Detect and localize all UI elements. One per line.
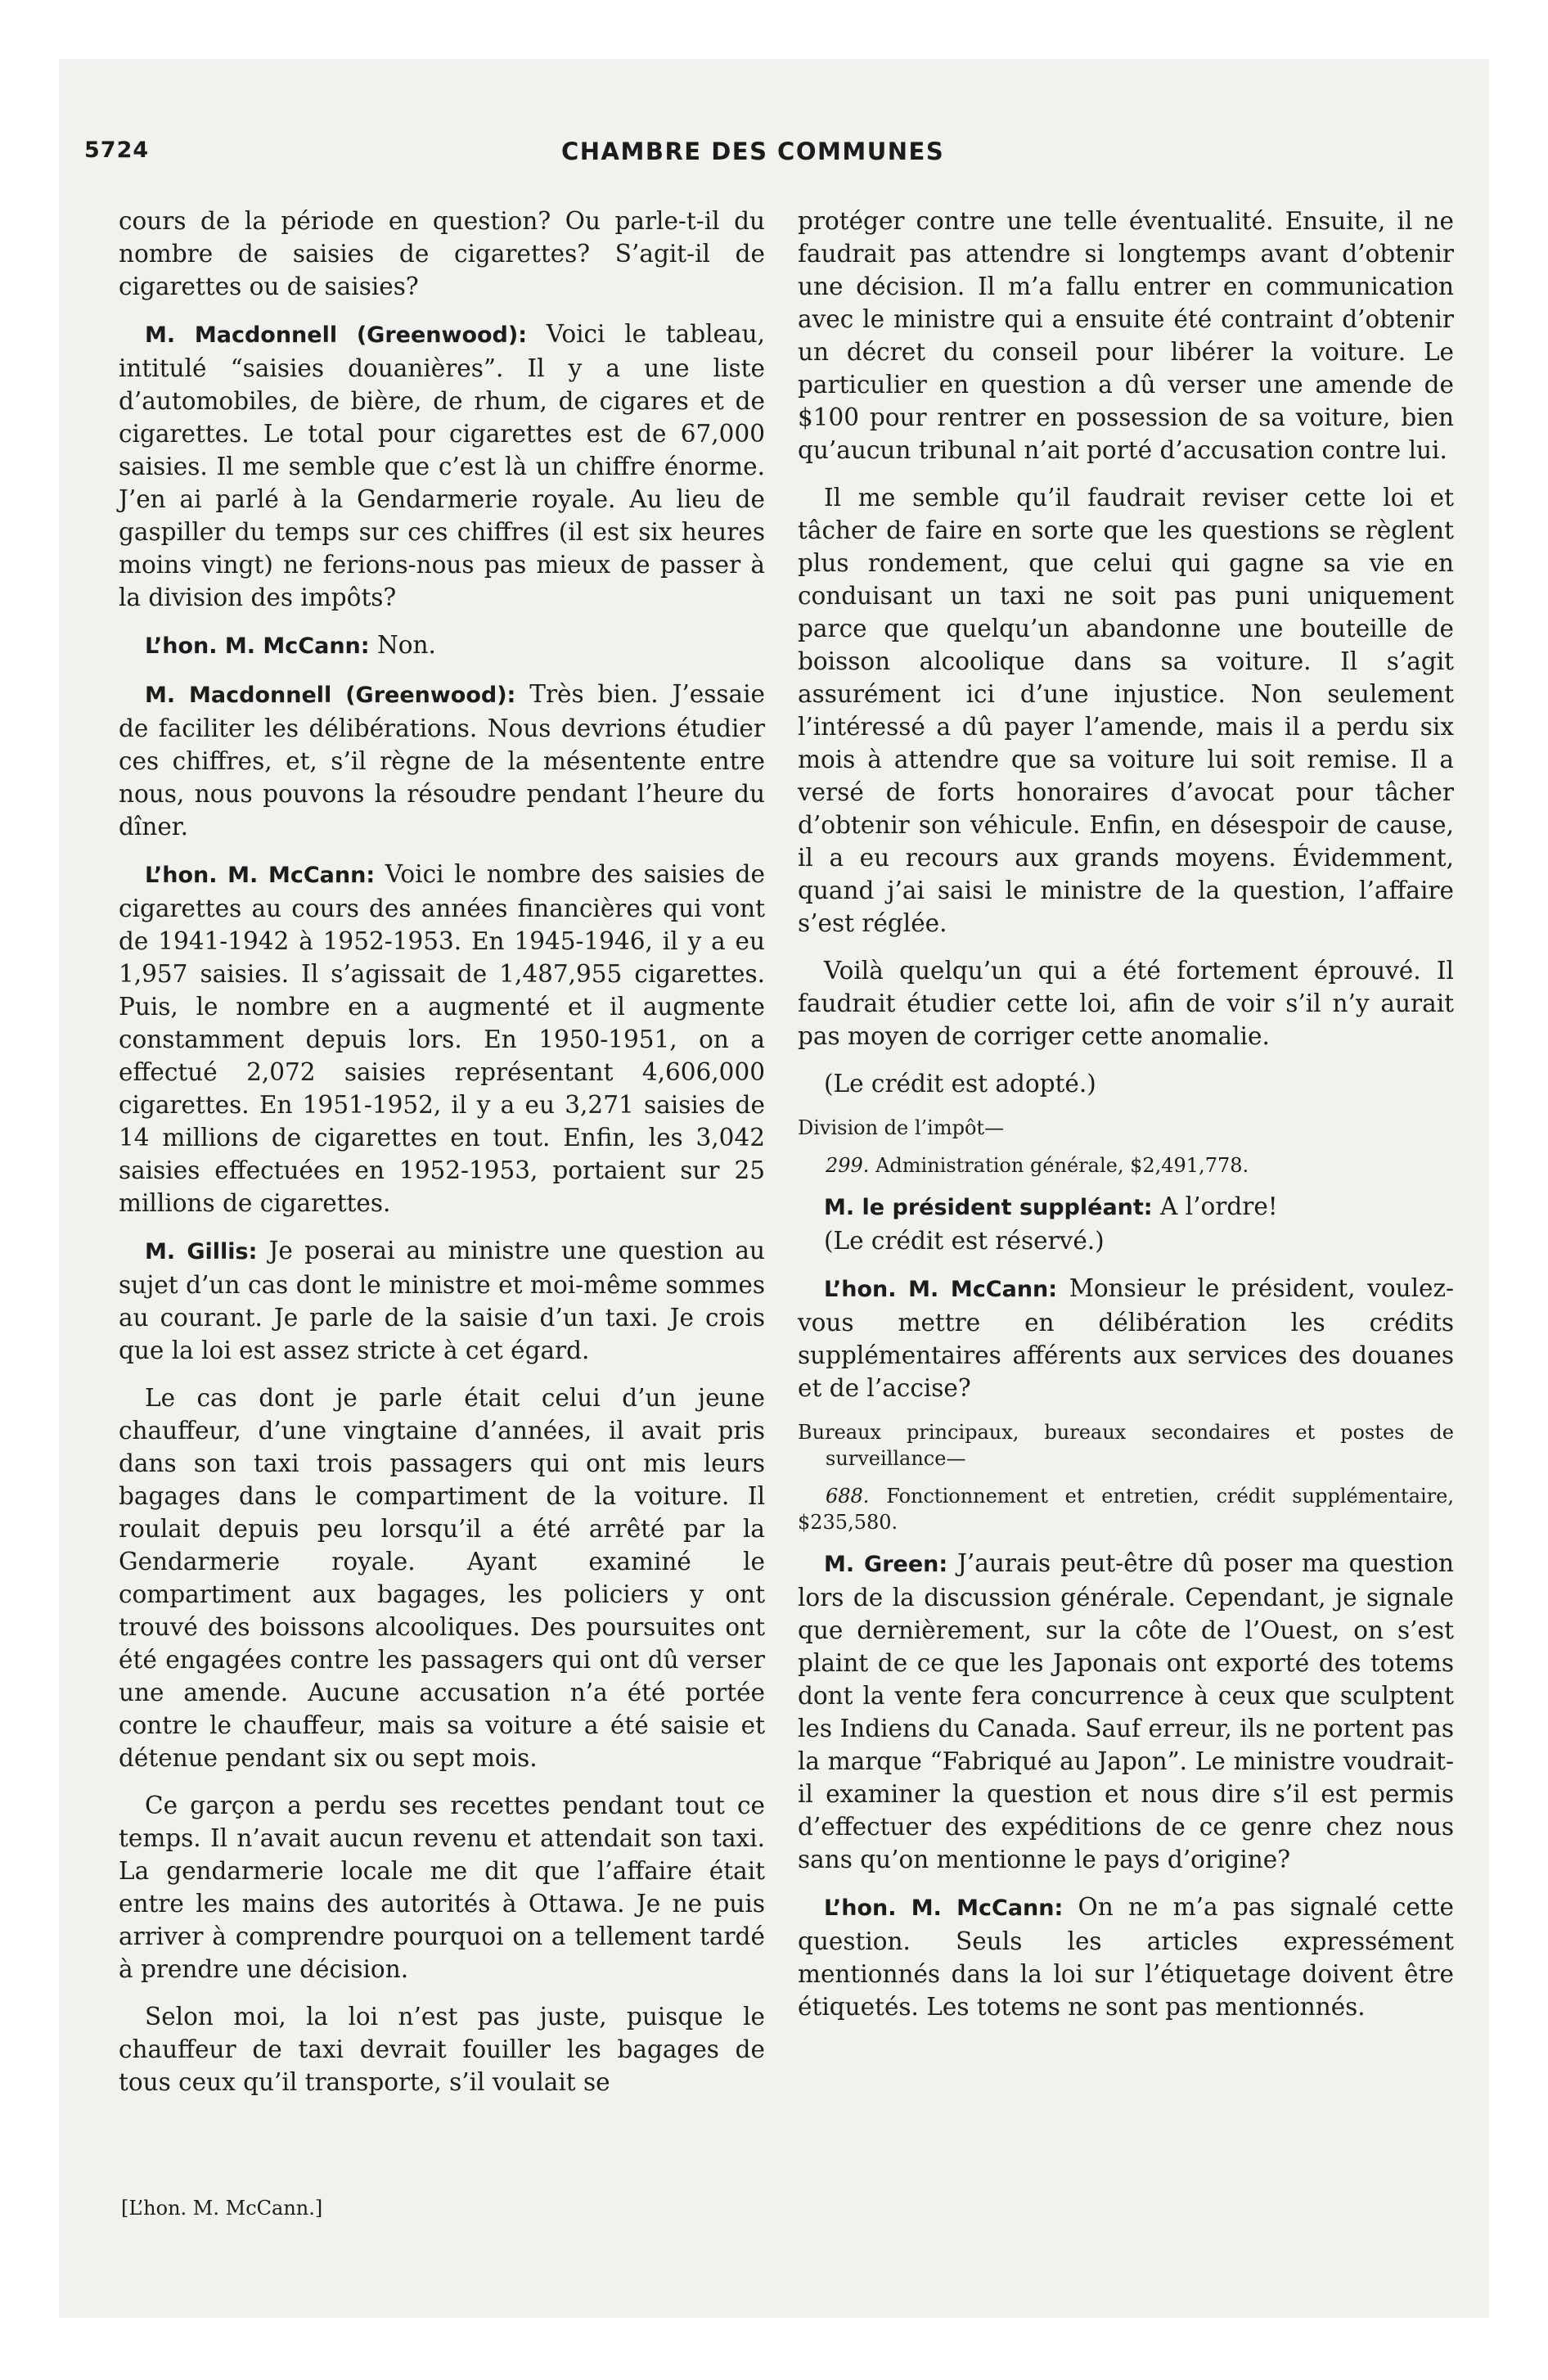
paragraph [119, 1789, 765, 1986]
vote-heading [798, 1115, 1454, 1141]
paragraph [798, 1190, 1454, 1224]
paragraph-text: Voici le nombre des saisies de cigarettes au cours des années financières qui vont de 1941-1942 à 1952-1953. En 1945-1946, il y a eu 1,957 saisies. Il s’agissait de 1,487,955 cigarettes. Puis, le nombre en a augmenté et il augmente constamment depuis lors. En 1950-1951, on a effectué 2,072 saisies représentant 4,606,000 cigarettes. En 1951-1952, il y a eu 3,271 saisies de 14 millions de cigarettes en tout. Enfin, les 3,042 saisies effectuées en 1952-1953, portaient sur 25 millions de cigarettes. [119, 860, 765, 1217]
paragraph-text: Voici le tableau, intitulé “saisies douanières”. Il y a une liste d’automobiles, de bière, de rhum, de cigares et de cigarettes. Le total pour cigarettes est de 67,000 saisies. Il me semble que c’est là un chiffre énorme. J’en ai parlé à la Gendarmerie royale. Au lieu de gaspiller du temps sur ces chiffres (il est six heures moins vingt) ne ferions-nous pas mieux de passer à la division des impôts? [119, 320, 765, 611]
speaker-name: M. Macdonnell (Greenwood): [145, 683, 516, 708]
paragraph [119, 629, 765, 663]
paragraph-text: Selon moi, la loi n’est pas juste, puisque le chauffeur de taxi devrait fouiller les bagages de tous ceux qu’il transporte, s’il voulait se [119, 2003, 765, 2096]
paragraph-text: Le cas dont je parle était celui d’un jeune chauffeur, d’une vingtaine d’années, il avait pris dans son taxi trois passagers qui ont mis leurs bagages dans le compartiment de la voiture. Il roulait depuis peu lorsqu’il a été arrêté par la Gendarmerie royale. Ayant examiné le compartiment aux bagages, les policiers y ont trouvé des boissons alcooliques. Des poursuites ont été engagées contre les passagers qui ont dû verser une amende. Aucune accusation n’a été portée contre le chauffeur, mais sa voiture a été saisie et détenue pendant six ou sept mois. [119, 1384, 765, 1772]
paragraph-text: Voilà quelqu’un qui a été fortement éprouvé. Il faudrait étudier cette loi, afin de voir s’il n’y aurait pas moyen de corriger cette anomalie. [798, 957, 1454, 1050]
left-column [119, 205, 765, 2113]
vote-number: 299. [826, 1154, 870, 1177]
paragraph [119, 858, 765, 1219]
speaker-name: M. Macdonnell (Greenwood): [145, 322, 528, 348]
paragraph-text: cours de la période en question? Ou parle-t-il du nombre de saisies de cigarettes? S’agit-il de cigarettes ou de saisies? [119, 207, 765, 300]
paragraph [119, 1382, 765, 1774]
speaker-name: L’hon. M. McCann: [145, 633, 370, 659]
paragraph-text: Très bien. J’essaie de faciliter les délibérations. Nous devrions étudier ces chiffres, et, s’il règne de la mésentente entre nous, nous pouvons la résoudre pendant l’heure du dîner. [119, 680, 765, 841]
page-number: 5724 [84, 137, 150, 163]
paragraph [119, 318, 765, 614]
paragraph [798, 205, 1454, 467]
speaker-name: M. Green: [824, 1552, 948, 1577]
speaker-name: M. le président suppléant: [824, 1195, 1153, 1220]
paragraph-text: Il me semble qu’il faudrait reviser cette loi et tâcher de faire en sorte que les questions se règlent plus rondement, que celui qui gagne sa vie en conduisant un taxi ne soit pas puni uniquement parce que quelqu’un abandonne une bouteille de boisson alcoolique dans sa voiture. Il s’agit assurément ici d’une injustice. Non seulement l’intéressé a dû payer l’amende, mais il a perdu six mois à attendre que sa voiture lui soit remise. Il a versé de forts honoraires d’avocat pour tâcher d’obtenir son véhicule. Enfin, en désespoir de cause, il a eu recours aux grands moyens. Évidemment, quand j’ai saisi le ministre de la question, l’affaire s’est réglée. [798, 484, 1454, 937]
paragraph-text: Non. [376, 631, 436, 659]
status-note [798, 1224, 1454, 1257]
paragraph-text: A l’ordre! [1160, 1192, 1278, 1220]
paragraph [798, 954, 1454, 1053]
paragraph-text: On ne m’a pas signalé cette question. Seuls les articles expressément mentionnés dans la loi sur l’étiquetage doivent être étiquetés. Les totems ne sont pas mentionnés. [798, 1893, 1454, 2021]
paragraph [119, 205, 765, 303]
vote-heading-text: Division de l’impôt— [798, 1116, 1005, 1139]
vote-number: 688. [826, 1485, 870, 1508]
paragraph [119, 678, 765, 843]
paragraph [119, 2000, 765, 2098]
vote-item [798, 1152, 1454, 1179]
right-column [798, 205, 1454, 2038]
paragraph [119, 1234, 765, 1367]
paragraph-text: (Le crédit est réservé.) [824, 1227, 1105, 1255]
paragraph [798, 481, 1454, 940]
speaker-name: L’hon. M. McCann: [824, 1895, 1064, 1921]
speaker-name: L’hon. M. McCann: [824, 1277, 1058, 1302]
running-title: CHAMBRE DES COMMUNES [561, 137, 945, 165]
paragraph-text: Monsieur le président, voulez-vous mettre en délibération les crédits supplémentaires afférents aux services des douanes et de l’accise? [798, 1274, 1454, 1402]
page-header [84, 137, 1492, 178]
vote-text: Administration générale, $2,491,778. [875, 1154, 1249, 1177]
speaker-name: L’hon. M. McCann: [145, 863, 376, 888]
vote-item [798, 1483, 1454, 1535]
vote-heading-text: Bureaux principaux, bureaux secondaires et postes de surveillance— [798, 1421, 1454, 1470]
vote-text: Fonctionnement et entretien, crédit supplémentaire, $235,580. [798, 1485, 1454, 1534]
paragraph-text: Je poserai au ministre une question au sujet d’un cas dont le ministre et moi-même sommes au courant. Je parle de la saisie d’un taxi. Je crois que la loi est assez stricte à cet égard. [119, 1237, 765, 1364]
footer-speaker-note: [L’hon. M. McCann.] [121, 2197, 323, 2220]
paragraph [798, 1891, 1454, 2023]
paragraph-text: Ce garçon a perdu ses recettes pendant tout ce temps. Il n’avait aucun revenu et attendait son taxi. La gendarmerie locale me dit que l’affaire était entre les mains des autorités à Ottawa. Je ne puis arriver à comprendre pourquoi on a tellement tardé à prendre une décision. [119, 1792, 765, 1983]
paragraph-text: J’aurais peut-être dû poser ma question lors de la discussion générale. Cependant, je signale que dernièrement, sur la côte de l’Ouest, on s’est plaint de ce que les Japonais ont exporté des totems dont la vente fera concurrence à ceux que sculptent les Indiens du Canada. Sauf erreur, ils ne portent pas la marque “Fabriqué au Japon”. Le ministre voudrait-il examiner la question et nous dire s’il est permis d’effectuer des expéditions de ce genre chez nous sans qu’on mentionne le pays d’origine? [798, 1549, 1454, 1873]
speaker-name: M. Gillis: [145, 1239, 258, 1264]
paragraph-text: (Le crédit est adopté.) [824, 1070, 1096, 1098]
status-note [798, 1067, 1454, 1100]
vote-heading [798, 1419, 1454, 1472]
paragraph [798, 1272, 1454, 1404]
paragraph [798, 1547, 1454, 1876]
paragraph-text: protéger contre une telle éventualité. Ensuite, il ne faudrait pas attendre si longtemps avant d’obtenir une décision. Il m’a fallu entrer en communication avec le ministre qui a ensuite été contraint d’obtenir un décret du conseil pour libérer la voiture. Le particulier en question a dû verser une amende de $100 pour rentrer en possession de sa voiture, bien qu’aucun tribunal n’ait porté d’accusation contre lui. [798, 207, 1454, 464]
